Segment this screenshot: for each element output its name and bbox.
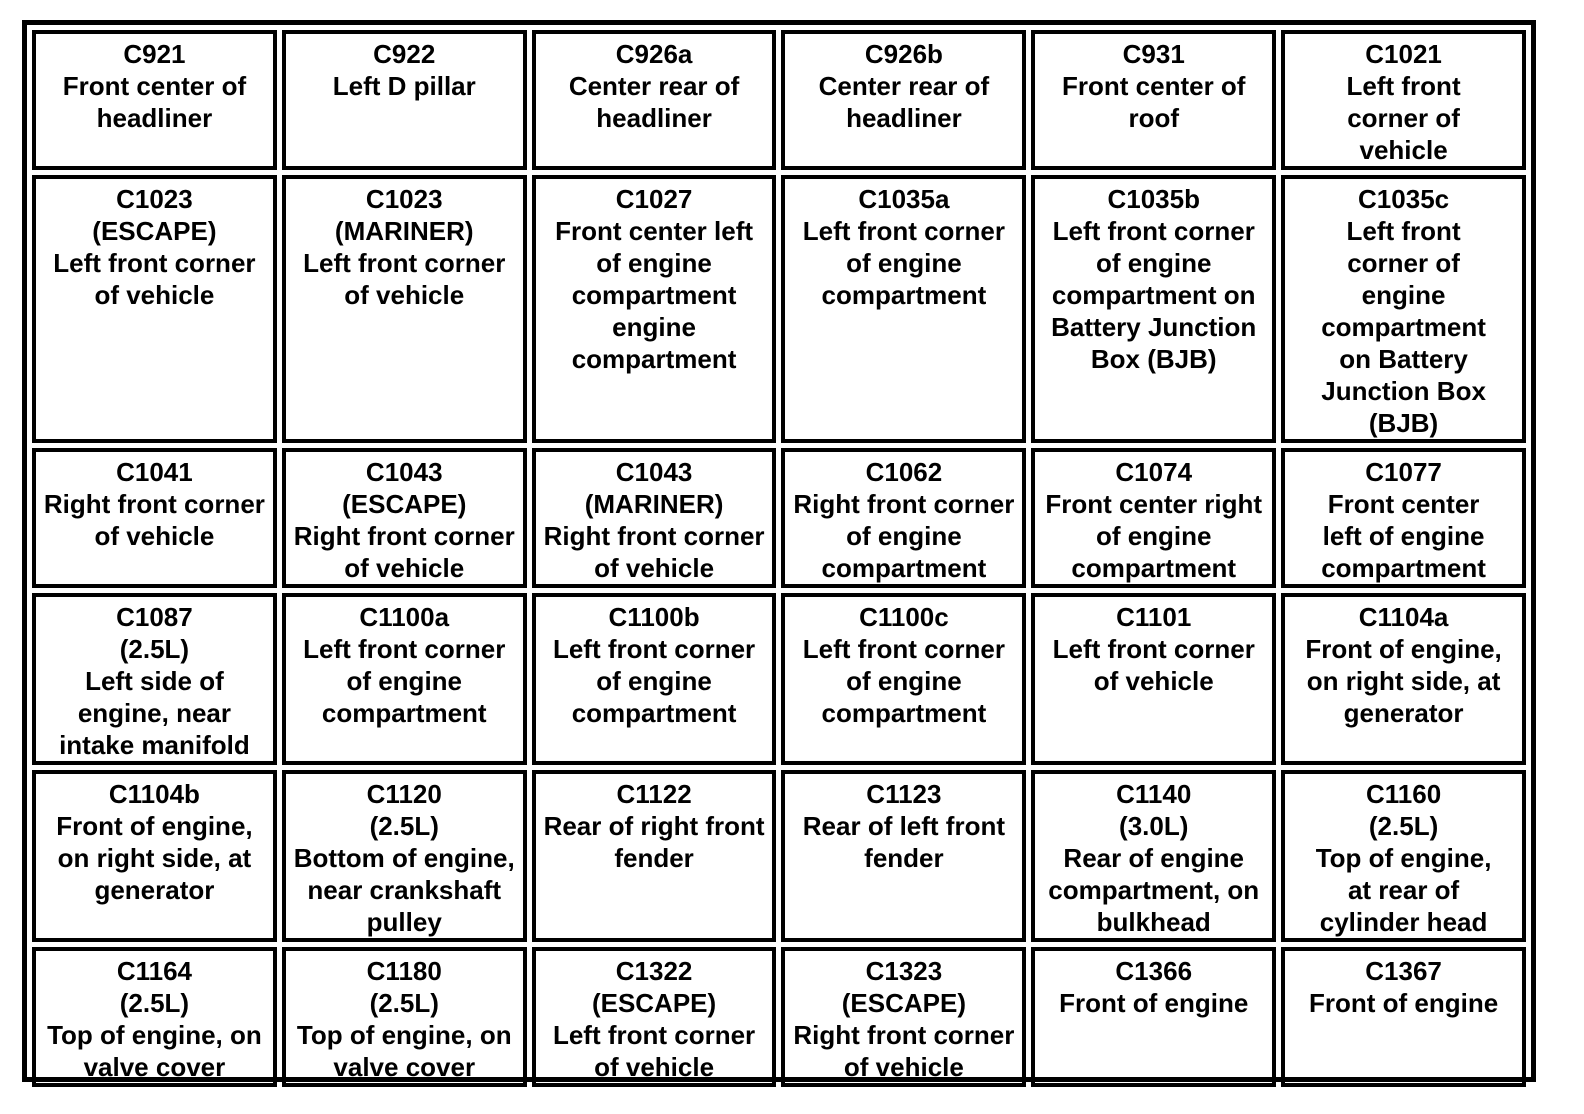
connector-location: (2.5L) Top of engine, on valve cover <box>296 988 512 1082</box>
connector-location: Front of engine, on right side, at generator <box>1305 634 1502 728</box>
table-row <box>32 175 1526 443</box>
connector-cell <box>1031 448 1276 588</box>
connector-location: Left D pillar <box>332 71 476 101</box>
connector-cell <box>532 770 777 942</box>
connector-code: C922 <box>373 39 436 69</box>
connector-grid-body <box>32 30 1526 1087</box>
connector-cell <box>1031 30 1276 170</box>
connector-cell <box>781 175 1026 443</box>
connector-code: C1140 <box>1116 779 1192 809</box>
connector-location: Left front corner of engine compartment on Battery Junction Box (BJB) <box>1321 216 1486 438</box>
connector-cell <box>781 448 1026 588</box>
connector-cell <box>781 770 1026 942</box>
connector-code: C1164 <box>116 956 192 986</box>
connector-cell <box>32 770 277 942</box>
connector-cell <box>1281 448 1526 588</box>
connector-location: Left front corner of engine compartment <box>802 216 1006 310</box>
connector-code: C921 <box>123 39 186 69</box>
connector-code: C926b <box>864 39 943 69</box>
connector-location: Left front corner of engine compartment <box>303 634 506 728</box>
connector-code: C1100b <box>608 602 700 632</box>
connector-code: C1100a <box>359 602 450 632</box>
connector-code: C1035c <box>1358 184 1450 214</box>
connector-cell <box>32 593 277 765</box>
connector-code: C1122 <box>616 779 692 809</box>
connector-code: C1104b <box>108 779 200 809</box>
connector-location: Rear of left front fender <box>802 811 1006 873</box>
connector-code: C1035b <box>1107 184 1200 214</box>
connector-cell <box>1031 175 1276 443</box>
connector-location: Front of engine <box>1308 988 1499 1018</box>
connector-code: C1062 <box>865 457 943 487</box>
connector-code: C1043 <box>365 457 443 487</box>
connector-location: Left front corner of engine compartment <box>552 634 756 728</box>
connector-location: (ESCAPE) Right front corner of vehicle <box>293 489 515 583</box>
connector-cell <box>282 770 527 942</box>
table-row <box>32 947 1526 1087</box>
connector-code: C926a <box>615 39 693 69</box>
connector-cell <box>1031 947 1276 1087</box>
connector-cell <box>1281 593 1526 765</box>
connector-code: C1041 <box>116 457 193 487</box>
connector-location: (ESCAPE) Right front corner of vehicle <box>793 988 1015 1082</box>
connector-cell <box>32 30 277 170</box>
table-row <box>32 448 1526 588</box>
connector-cell <box>1031 593 1276 765</box>
connector-location: Left front corner of vehicle <box>1346 71 1461 165</box>
connector-cell <box>1281 947 1526 1087</box>
connector-location: Front center left of engine compartment engine compartment <box>555 216 754 374</box>
connector-code: C1323 <box>865 956 943 986</box>
connector-code: C1101 <box>1116 602 1192 632</box>
connector-cell <box>1281 770 1526 942</box>
table-row <box>32 593 1526 765</box>
connector-location: Front of engine, on right side, at generator <box>56 811 253 905</box>
connector-cell <box>781 947 1026 1087</box>
connector-location: Left front corner of engine compartment on Battery Junction Box (BJB) <box>1051 216 1257 374</box>
table-row <box>32 770 1526 942</box>
connector-code: C1160 <box>1365 779 1442 809</box>
connector-cell <box>1281 30 1526 170</box>
connector-cell <box>532 30 777 170</box>
connector-cell <box>532 448 777 588</box>
connector-location: (MARINER) Right front corner of vehicle <box>543 489 765 583</box>
connector-location: Rear of right front fender <box>543 811 765 873</box>
connector-code: C1123 <box>866 779 942 809</box>
connector-code: C1035a <box>858 184 950 214</box>
connector-location: (2.5L) Bottom of engine, near crankshaft pulley <box>293 811 515 937</box>
connector-code: C1100c <box>859 602 949 632</box>
connector-cell <box>1281 175 1526 443</box>
connector-cell <box>32 947 277 1087</box>
connector-cell <box>532 947 777 1087</box>
connector-code: C1023 <box>116 184 193 214</box>
connector-code: C1120 <box>366 779 442 809</box>
connector-cell <box>781 30 1026 170</box>
connector-cell <box>282 175 527 443</box>
connector-location: Right front corner of vehicle <box>43 489 265 551</box>
connector-location: Front center of roof <box>1062 71 1246 133</box>
connector-code: C1180 <box>366 956 442 986</box>
connector-cell <box>282 593 527 765</box>
connector-location: Center rear of headliner <box>818 71 990 133</box>
connector-location: Center rear of headliner <box>568 71 740 133</box>
connector-code: C1366 <box>1115 956 1193 986</box>
connector-cell <box>1031 770 1276 942</box>
connector-cell <box>282 947 527 1087</box>
connector-cell <box>282 448 527 588</box>
connector-cell <box>32 175 277 443</box>
table-row <box>32 30 1526 170</box>
connector-location: Right front corner of engine compartment <box>793 489 1015 583</box>
connector-code: C1087 <box>116 602 193 632</box>
connector-code: C1027 <box>615 184 693 214</box>
connector-code: C1104a <box>1358 602 1449 632</box>
connector-code: C1043 <box>615 457 693 487</box>
connector-location: Front center of headliner <box>62 71 247 133</box>
connector-code: C1074 <box>1115 457 1193 487</box>
connector-location: (2.5L) Left side of engine, near intake manifold <box>59 634 250 760</box>
connector-cell <box>781 593 1026 765</box>
connector-location: Front of engine <box>1059 988 1249 1018</box>
connector-code: C1021 <box>1365 39 1442 69</box>
connector-cell <box>532 175 777 443</box>
connector-code: C1023 <box>365 184 443 214</box>
connector-location: Front center left of engine compartment <box>1321 489 1486 583</box>
connector-location: (ESCAPE) Left front corner of vehicle <box>552 988 756 1082</box>
connector-location: Left front corner of engine compartment <box>802 634 1006 728</box>
connector-location: Front center right of engine compartment <box>1045 489 1263 583</box>
connector-code: C1367 <box>1365 956 1442 986</box>
connector-grid <box>27 25 1531 1092</box>
connector-code: C931 <box>1122 39 1185 69</box>
connector-location: (MARINER) Left front corner of vehicle <box>303 216 506 310</box>
connector-code: C1322 <box>615 956 693 986</box>
connector-location: (2.5L) Top of engine, on valve cover <box>47 988 262 1082</box>
connector-cell <box>532 593 777 765</box>
connector-cell <box>282 30 527 170</box>
connector-cell <box>32 448 277 588</box>
connector-location-table <box>22 20 1536 1082</box>
connector-location: Left front corner of vehicle <box>1052 634 1255 696</box>
connector-location: (3.0L) Rear of engine compartment, on bulkhead <box>1048 811 1260 937</box>
connector-code: C1077 <box>1365 457 1442 487</box>
connector-location: (ESCAPE) Left front corner of vehicle <box>53 216 256 310</box>
connector-location: (2.5L) Top of engine, at rear of cylinder head <box>1315 811 1492 937</box>
